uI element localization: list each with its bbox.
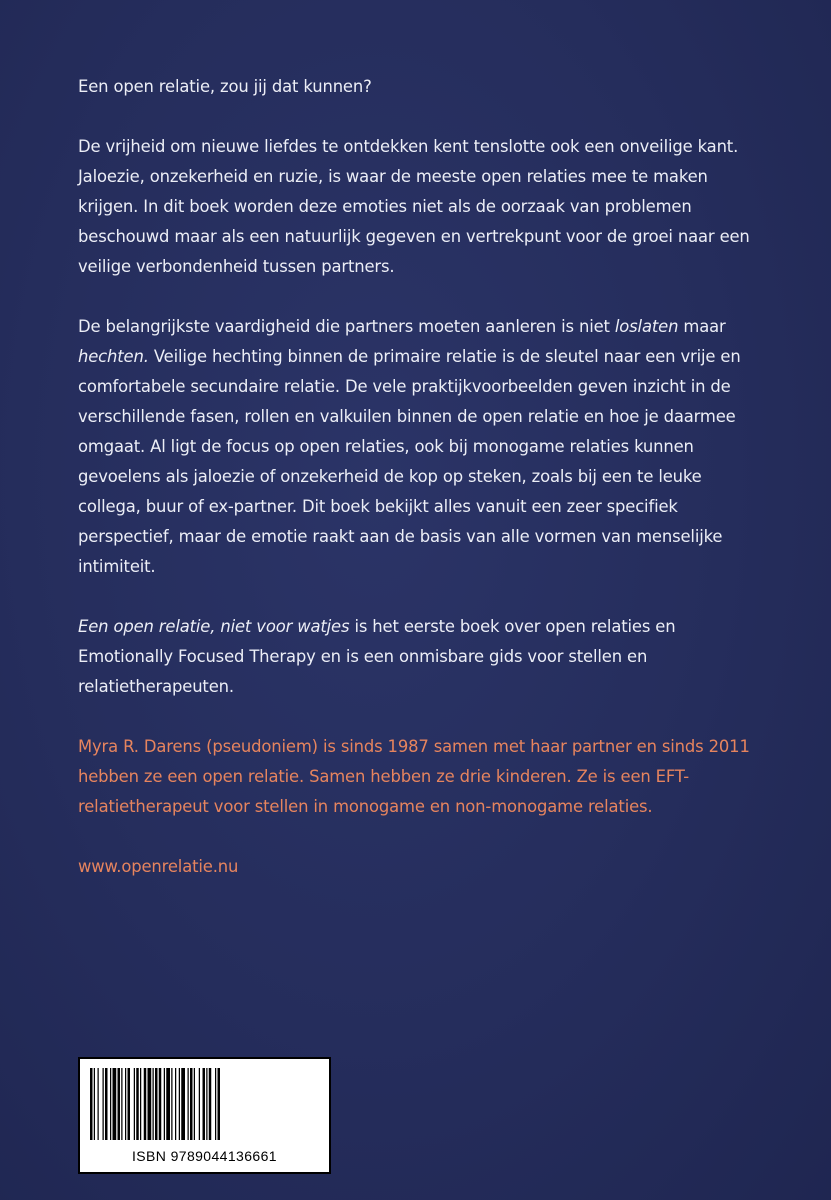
- isbn-label: ISBN 9789044136661: [132, 1148, 277, 1164]
- author-bio: Myra R. Darens (pseudoniem) is sinds 1987 samen met haar partner en sinds 2011 hebben ze een open relatie. Samen hebben ze drie kinderen. Ze is een EFT-relatietherapeut voor stellen in monogame en non-monogame relaties.: [78, 737, 750, 816]
- barcode-bars: [88, 1068, 321, 1140]
- emphasis-loslaten: loslaten: [614, 317, 679, 336]
- paragraph-book: [78, 612, 758, 702]
- paragraph-intro: De vrijheid om nieuwe liefdes te ontdekken kent tenslotte ook een onveilige kant. Jaloezie, onzekerheid en ruzie, is waar de meeste open relaties mee te maken krijgen. In dit boek worden deze emoties niet als de oorzaak van problemen beschouwd maar als een natuurlijk gegeven en vertrekpunt voor de groei naar een veilige verbondenheid tussen partners.: [78, 137, 750, 276]
- isbn-barcode: [78, 1057, 331, 1174]
- paragraph-skills: [78, 312, 758, 582]
- paragraph-skills-text-2: maar: [678, 317, 726, 336]
- website-url: www.openrelatie.nu: [78, 857, 239, 876]
- tagline: Een open relatie, zou jij dat kunnen?: [78, 77, 372, 96]
- paragraph-book-text: is het eerste boek over open relaties en Emotionally Focused Therapy en is een onmisbare gids voor stellen en relatietherapeuten.: [78, 617, 676, 696]
- emphasis-hechten: hechten.: [78, 347, 149, 366]
- book-title: Een open relatie, niet voor watjes: [78, 617, 350, 636]
- paragraph-skills-text-1: De belangrijkste vaardigheid die partners moeten aanleren is niet: [78, 317, 615, 336]
- paragraph-skills-text-3: Veilige hechting binnen de primaire relatie is de sleutel naar een vrije en comfortabele secundaire relatie. De vele praktijkvoorbeelden geven inzicht in de verschillende fasen, rollen en valkuilen binnen de open relatie en hoe je daarmee omgaat. Al ligt de focus op open relaties, ook bij monogame relaties kunnen gevoelens als jaloezie of onzekerheid de kop op steken, zoals bij een te leuke collega, buur of ex-partner. Dit boek bekijkt alles vanuit een zeer specifiek perspectief, maar de emotie raakt aan de basis van alle vormen van menselijke intimiteit.: [78, 347, 741, 576]
- cover-text-block: [78, 72, 758, 912]
